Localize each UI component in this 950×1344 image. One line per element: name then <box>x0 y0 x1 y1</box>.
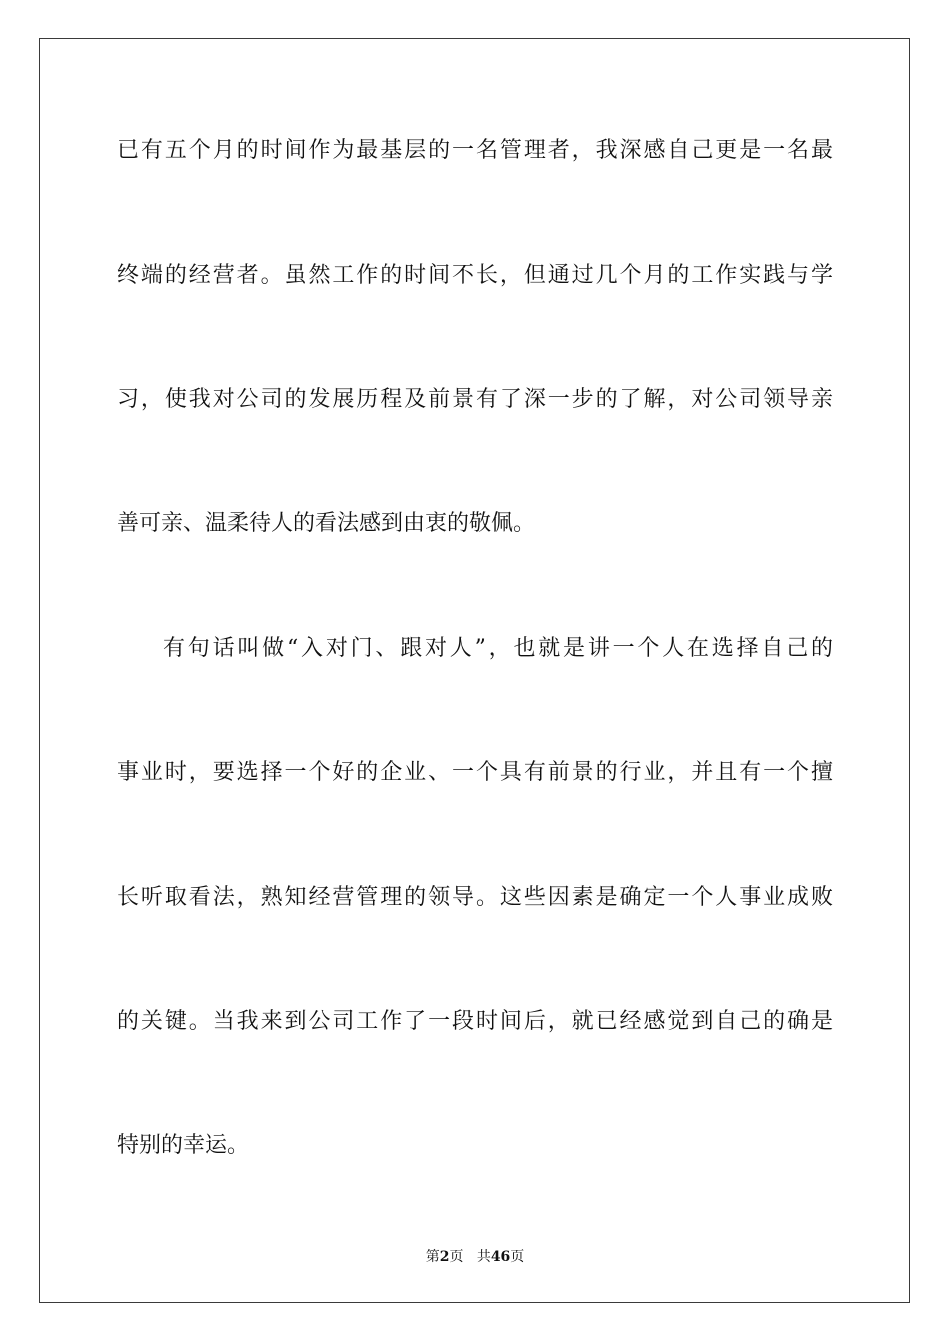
body-line: 长听取看法，熟知经营管理的领导。这些因素是确定一个人事业成败 <box>117 885 833 910</box>
page-border <box>39 38 910 1303</box>
body-line: 事业时，要选择一个好的企业、一个具有前景的行业，并且有一个擅 <box>117 760 833 785</box>
body-line: 终端的经营者。虽然工作的时间不长，但通过几个月的工作实践与学 <box>117 263 833 288</box>
page-footer <box>0 1246 950 1266</box>
body-line: 善可亲、温柔待人的看法感到由衷的敬佩。 <box>117 511 536 536</box>
footer-total-suffix: 页 <box>510 1249 525 1265</box>
body-line: 已有五个月的时间作为最基层的一名管理者，我深感自己更是一名最 <box>117 138 833 163</box>
footer-page-suffix: 页 <box>449 1249 464 1265</box>
body-line: 习，使我对公司的发展历程及前景有了深一步的了解，对公司领导亲 <box>117 387 833 412</box>
footer-total-pages: 46 <box>490 1249 511 1265</box>
footer-total-prefix: 共 <box>476 1249 491 1265</box>
body-line: 的关键。当我来到公司工作了一段时间后，就已经感觉到自己的确是 <box>117 1009 833 1034</box>
body-line: 特别的幸运。 <box>117 1133 250 1158</box>
footer-page-number: 2 <box>439 1249 450 1265</box>
footer-page-prefix: 第 <box>425 1249 440 1265</box>
body-line: 有句话叫做“入对门、跟对人”，也就是讲一个人在选择自己的 <box>163 636 833 661</box>
